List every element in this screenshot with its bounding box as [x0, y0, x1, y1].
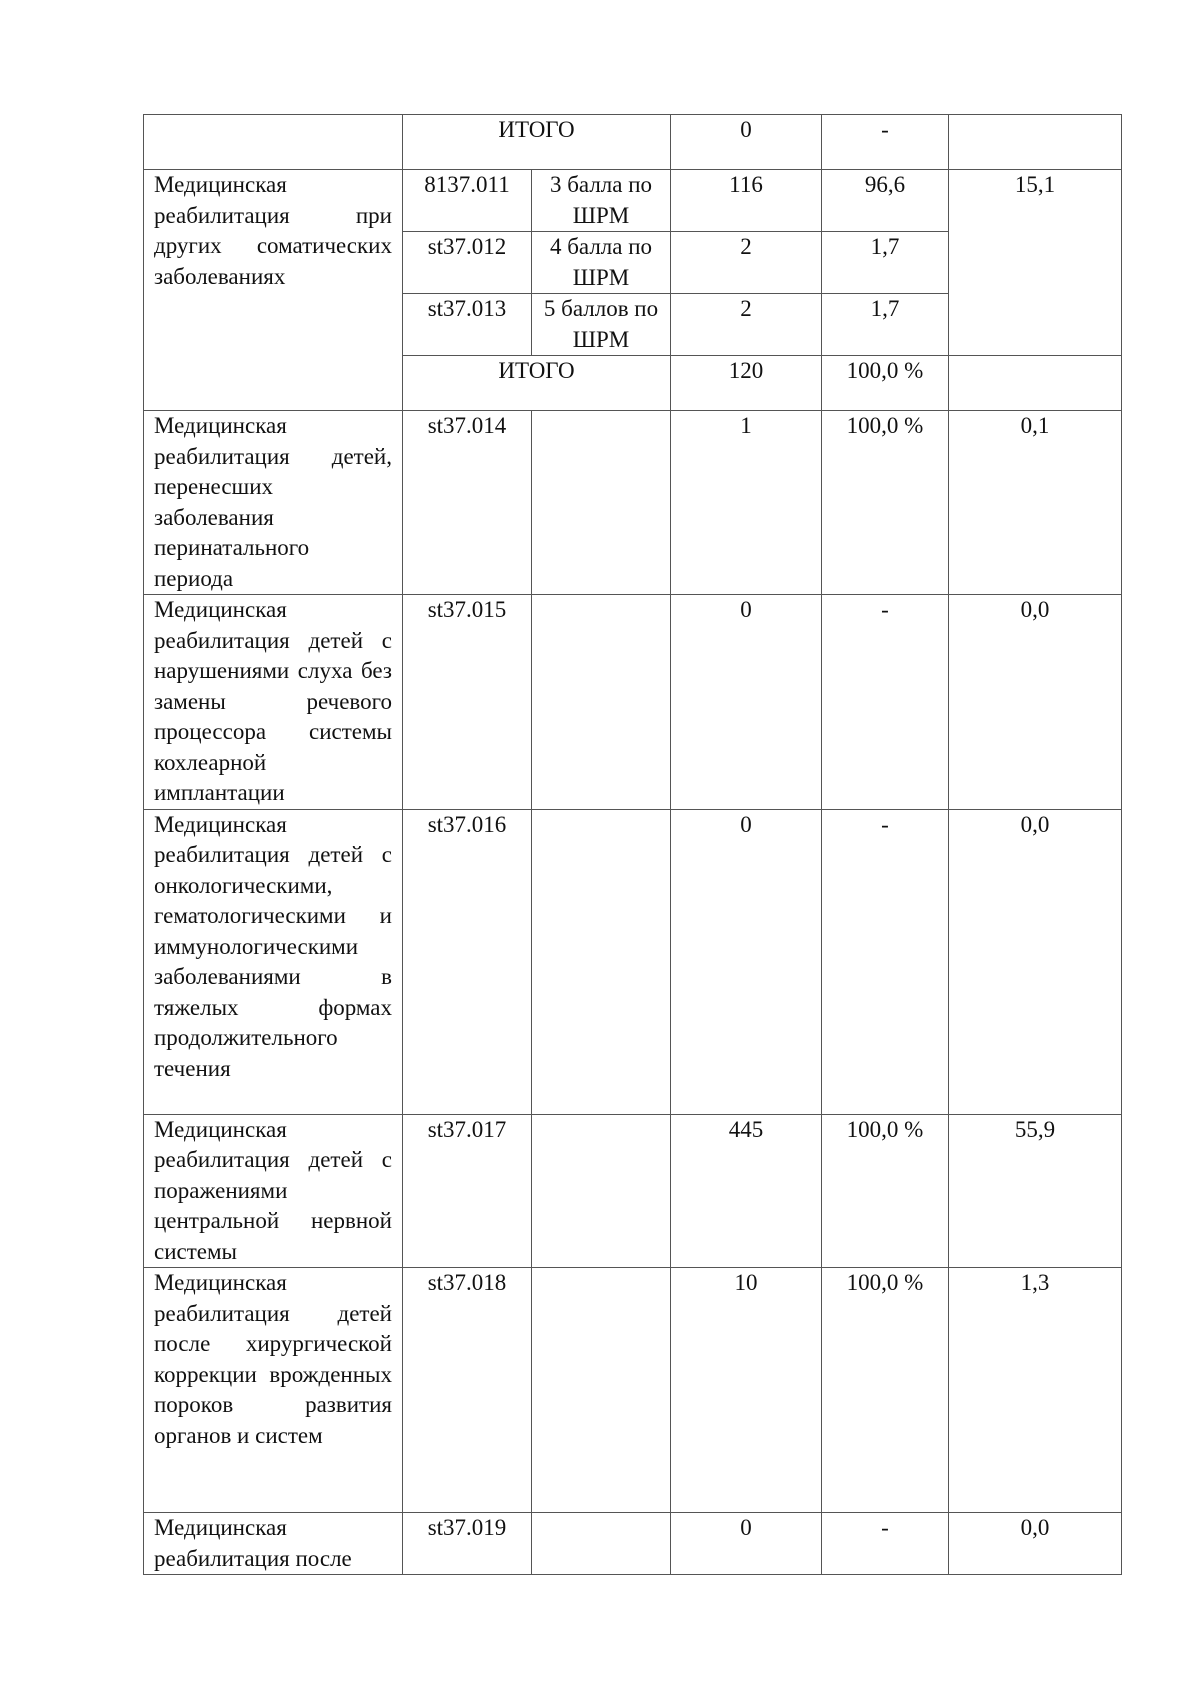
table-row	[144, 1114, 1122, 1268]
code-cell: st37.013	[403, 294, 532, 356]
empty-pct-cell	[949, 115, 1122, 170]
pct-cell: 0,0	[949, 809, 1122, 1114]
row-name-cell: Медицинская реабилитация детей с поражениями центральной нервной системы	[144, 1114, 403, 1268]
code-cell: 8137.011	[403, 170, 532, 232]
share-cell: 1,7	[822, 232, 949, 294]
report-table	[143, 114, 1122, 1575]
code-cell: st37.018	[403, 1268, 532, 1513]
code-cell: st37.019	[403, 1513, 532, 1575]
table-row	[144, 809, 1122, 1114]
count-cell: 0	[671, 115, 822, 170]
table-row	[144, 170, 1122, 232]
code-cell: st37.016	[403, 809, 532, 1114]
code-cell: st37.015	[403, 595, 532, 810]
count-cell: 120	[671, 356, 822, 411]
pct-cell: 1,3	[949, 1268, 1122, 1513]
empty-pct-cell	[949, 356, 1122, 411]
count-cell: 0	[671, 809, 822, 1114]
table-row	[144, 411, 1122, 595]
code-cell: st37.012	[403, 232, 532, 294]
row-name-cell: Медицинская реабилитация детей с нарушениями слуха без замены речевого процессора системы кохлеарной имплантации	[144, 595, 403, 810]
score-cell: 5 баллов по ШРМ	[532, 294, 671, 356]
count-cell: 0	[671, 595, 822, 810]
share-cell: -	[822, 1513, 949, 1575]
empty-score-cell	[532, 1268, 671, 1513]
share-cell: -	[822, 595, 949, 810]
empty-score-cell	[532, 595, 671, 810]
pct-cell: 0,0	[949, 595, 1122, 810]
share-cell: 100,0 %	[822, 411, 949, 595]
count-cell: 2	[671, 232, 822, 294]
row-name-cell: Медицинская реабилитация детей, перенесших заболевания перинатального периода	[144, 411, 403, 595]
share-cell: 100,0 %	[822, 1114, 949, 1268]
share-cell: 96,6	[822, 170, 949, 232]
pct-cell: 0,0	[949, 1513, 1122, 1575]
code-cell: st37.014	[403, 411, 532, 595]
pct-cell: 0,1	[949, 411, 1122, 595]
table-row	[144, 595, 1122, 810]
count-cell: 116	[671, 170, 822, 232]
code-cell: st37.017	[403, 1114, 532, 1268]
share-cell: 100,0 %	[822, 1268, 949, 1513]
empty-name-cell	[144, 115, 403, 170]
empty-score-cell	[532, 1513, 671, 1575]
count-cell: 10	[671, 1268, 822, 1513]
score-cell: 3 балла по ШРМ	[532, 170, 671, 232]
share-cell: 1,7	[822, 294, 949, 356]
share-cell: 100,0 %	[822, 356, 949, 411]
table-row	[144, 1268, 1122, 1513]
score-cell: 4 балла по ШРМ	[532, 232, 671, 294]
empty-score-cell	[532, 411, 671, 595]
share-cell: -	[822, 115, 949, 170]
itogo-label: ИТОГО	[403, 356, 671, 411]
count-cell: 0	[671, 1513, 822, 1575]
count-cell: 445	[671, 1114, 822, 1268]
table-row	[144, 1513, 1122, 1575]
count-cell: 1	[671, 411, 822, 595]
row-name-cell: Медицинская реабилитация детей после хирургической коррекции врожденных пороков развития органов и систем	[144, 1268, 403, 1513]
pct-cell: 15,1	[949, 170, 1122, 356]
pct-cell: 55,9	[949, 1114, 1122, 1268]
empty-score-cell	[532, 1114, 671, 1268]
count-cell: 2	[671, 294, 822, 356]
itogo-label: ИТОГО	[403, 115, 671, 170]
empty-score-cell	[532, 809, 671, 1114]
table-row	[144, 115, 1122, 170]
row-name-cell: Медицинская реабилитация при других соматических заболеваниях	[144, 170, 403, 411]
share-cell: -	[822, 809, 949, 1114]
row-name-cell: Медицинская реабилитация после	[144, 1513, 403, 1575]
row-name-cell: Медицинская реабилитация детей с онкологическими, гематологическими и иммунологическими заболеваниями в тяжелых формах продолжительного течения	[144, 809, 403, 1114]
